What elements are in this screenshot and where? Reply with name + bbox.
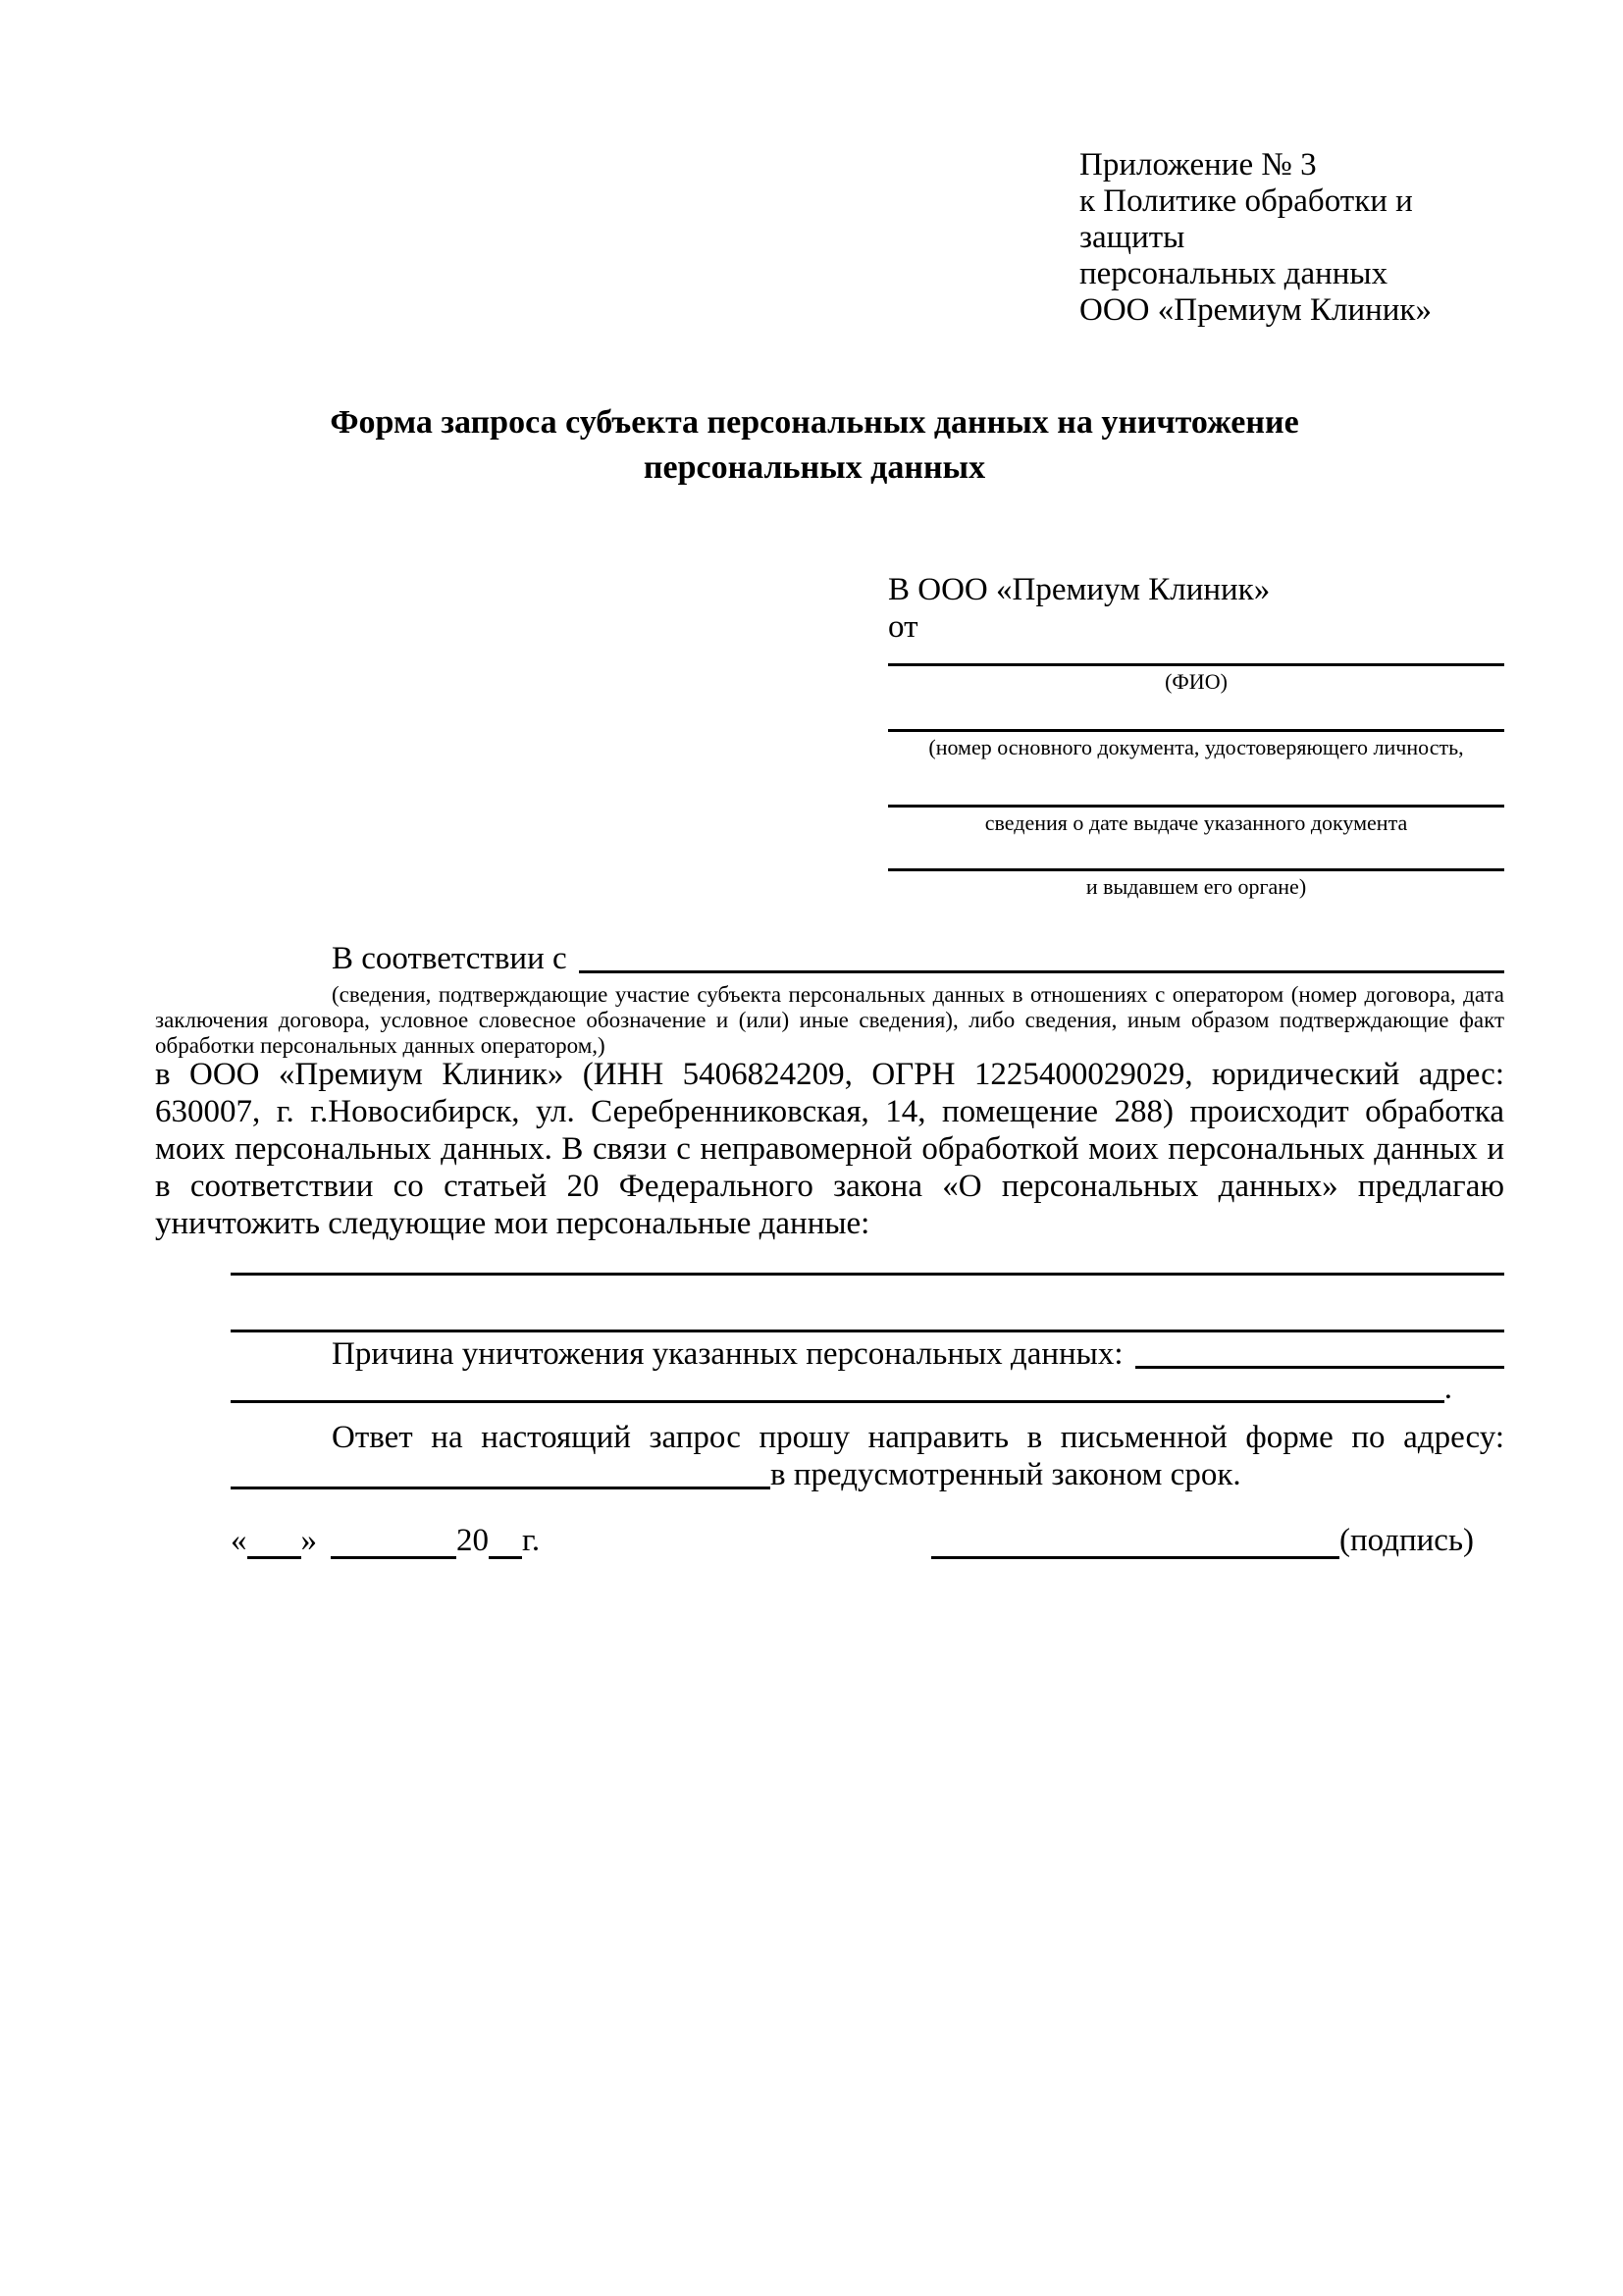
accordance-label: В соответствии с xyxy=(332,941,567,976)
signature-caption: (подпись) xyxy=(1339,1523,1474,1558)
reason-continuation-line xyxy=(231,1370,1452,1407)
main-paragraph: в ООО «Премиум Клиник» (ИНН 5406824209, ОГРН 1225400029029, юридический адрес: 630007, г. г.Новосибирск, ул. Серебренниковская, 14, помещение 288) происходит обработка моих персональных данных. В связи с неправомерной обработкой моих персональных данных и в соответствии со статьей 20 Федерального закона «О персональных данных» предлагаю уничтожить следующие мои персональные данные: xyxy=(155,1057,1504,1241)
issue-org-blank-line xyxy=(888,868,1504,871)
sentence-period: . xyxy=(1443,1371,1452,1406)
date-day-blank xyxy=(247,1523,301,1559)
addressee-from-label: от xyxy=(888,609,918,645)
addressee-to: В ООО «Премиум Клиник» xyxy=(888,572,1271,607)
reason-line xyxy=(155,1335,1504,1373)
document-title xyxy=(142,400,1487,491)
policy-reference-line: к Политике обработки и защиты xyxy=(1079,183,1413,255)
date-signature-row xyxy=(231,1522,1501,1559)
addressee-block xyxy=(888,571,1504,899)
answer-tail: в предусмотренный законом срок. xyxy=(770,1457,1241,1492)
answer-sentence: Ответ на настоящий запрос прошу направить в письменной форме по адресу: xyxy=(332,1420,1504,1455)
appendix-number: Приложение № 3 xyxy=(1079,147,1317,183)
fio-caption: (ФИО) xyxy=(1165,669,1228,694)
date-close-quote: » xyxy=(300,1523,317,1558)
reason-blank-line-2 xyxy=(231,1400,1444,1403)
date-month-blank xyxy=(331,1523,456,1559)
date-group xyxy=(231,1522,540,1559)
policy-reference-line2: персональных данных xyxy=(1079,256,1388,291)
personal-data-blank-line-1 xyxy=(231,1273,1504,1276)
issue-date-caption: сведения о дате выдаче указанного документа xyxy=(984,810,1408,835)
document-title-line2: персональных данных xyxy=(643,449,986,486)
appendix-reference-block xyxy=(1079,147,1511,329)
personal-data-blank-line-2 xyxy=(231,1330,1504,1332)
doc-number-blank-line xyxy=(888,729,1504,732)
document-title-line1: Форма запроса субъекта персональных данных на уничтожение xyxy=(330,404,1299,441)
date-year-blank xyxy=(489,1523,522,1559)
accordance-line xyxy=(155,940,1504,977)
signature-blank-line xyxy=(931,1523,1339,1559)
reason-blank-line-1 xyxy=(1135,1366,1504,1369)
address-blank-line xyxy=(231,1487,770,1489)
fio-blank-line xyxy=(888,663,1504,666)
signature-group xyxy=(931,1522,1474,1559)
address-line xyxy=(231,1456,1310,1493)
reason-label: Причина уничтожения указанных персональных данных: xyxy=(332,1336,1124,1372)
accordance-blank-line xyxy=(579,970,1504,973)
issue-date-blank-line xyxy=(888,805,1504,808)
accordance-note: (сведения, подтверждающие участие субъекта персональных данных в отношениях с оператором (номер договора, дата заключения договора, условное словесное обозначение и (или) иные сведения), либо сведения, иным образом подтверждающие факт обработки персональных данных оператором,) xyxy=(155,982,1504,1058)
doc-number-caption: (номер основного документа, удостоверяющего личность, xyxy=(928,735,1464,759)
organization-name: ООО «Премиум Клиник» xyxy=(1079,292,1432,328)
date-open-quote: « xyxy=(231,1523,247,1558)
issue-org-caption: и выдавшем его органе) xyxy=(1085,874,1307,899)
date-year-suffix: г. xyxy=(522,1523,541,1558)
date-year-prefix: 20 xyxy=(456,1523,489,1558)
